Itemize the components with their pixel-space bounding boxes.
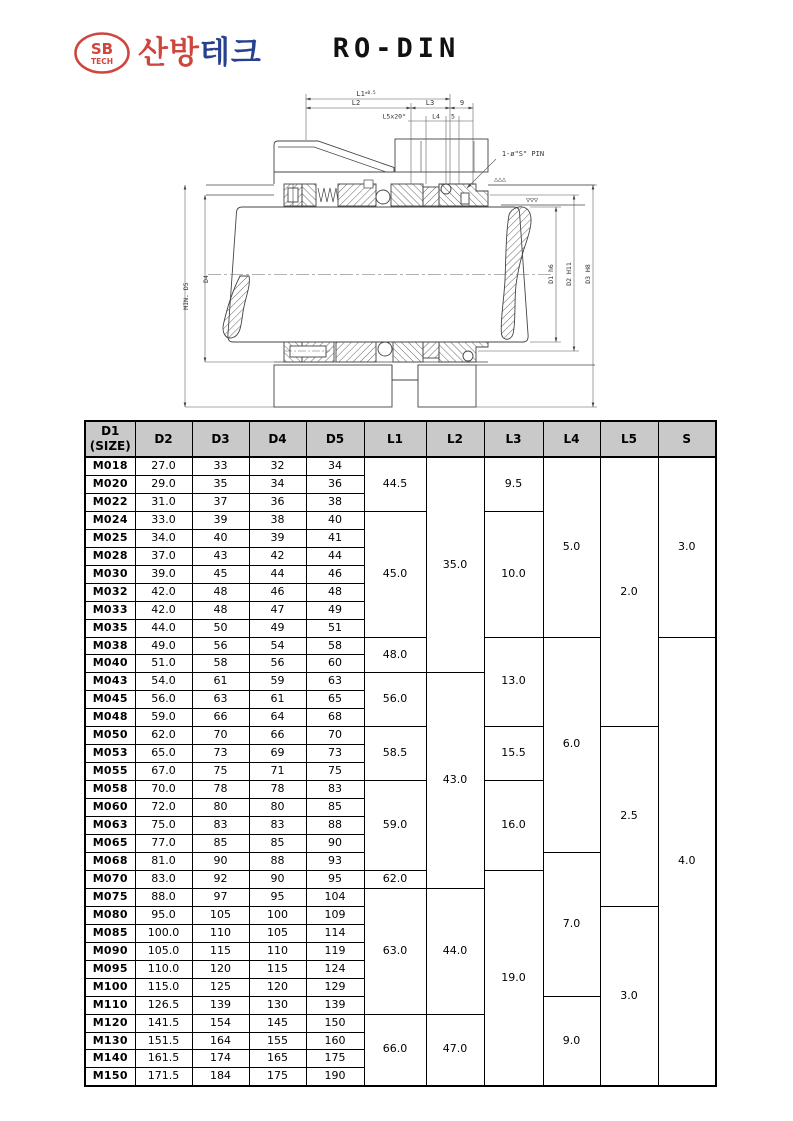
dim-cell-d4: 54 xyxy=(249,637,306,655)
header-s: S xyxy=(658,421,716,457)
dim-cell-d2: 151.5 xyxy=(135,1032,192,1050)
dim-cell-d3: 174 xyxy=(192,1050,249,1068)
dim-cell-d3: 40 xyxy=(192,529,249,547)
dim-cell-d3: 37 xyxy=(192,493,249,511)
dim-cell-d4: 47 xyxy=(249,601,306,619)
dim-cell-d2: 126.5 xyxy=(135,996,192,1014)
dim-cell-d3: 73 xyxy=(192,745,249,763)
d2-h11-label: D2 H11 xyxy=(565,262,573,286)
dim-cell-d2: 72.0 xyxy=(135,799,192,817)
dim-cell-l1: 59.0 xyxy=(364,781,426,871)
dim-9-label: 9 xyxy=(459,99,465,107)
size-cell: M150 xyxy=(85,1068,135,1086)
dim-cell-d3: 63 xyxy=(192,691,249,709)
dim-cell-d5: 58 xyxy=(306,637,364,655)
dim-cell-d5: 51 xyxy=(306,619,364,637)
size-cell: M065 xyxy=(85,835,135,853)
header-l4: L4 xyxy=(543,421,600,457)
dim-cell-d2: 67.0 xyxy=(135,763,192,781)
dim-cell-l5: 3.0 xyxy=(600,906,658,1086)
dim-cell-s: 3.0 xyxy=(658,457,716,637)
dim-cell-d5: 90 xyxy=(306,835,364,853)
dim-cell-d5: 60 xyxy=(306,655,364,673)
size-cell: M048 xyxy=(85,709,135,727)
size-cell: M032 xyxy=(85,583,135,601)
dim-cell-l1: 66.0 xyxy=(364,1014,426,1086)
dim-cell-d2: 34.0 xyxy=(135,529,192,547)
dim-cell-d3: 184 xyxy=(192,1068,249,1086)
dim-cell-d3: 35 xyxy=(192,475,249,493)
dim-cell-l3: 9.5 xyxy=(484,457,543,511)
header-d3: D3 xyxy=(192,421,249,457)
dim-cell-d5: 34 xyxy=(306,457,364,475)
dim-cell-d5: 85 xyxy=(306,799,364,817)
dim-cell-d3: 43 xyxy=(192,547,249,565)
dim-cell-d4: 155 xyxy=(249,1032,306,1050)
size-cell: M110 xyxy=(85,996,135,1014)
dim-cell-d3: 97 xyxy=(192,888,249,906)
size-cell: M060 xyxy=(85,799,135,817)
dim-l5-label: L5x20° xyxy=(382,112,406,121)
seal-drawing-svg xyxy=(178,84,612,418)
dim-cell-d4: 44 xyxy=(249,565,306,583)
dim-cell-d5: 83 xyxy=(306,781,364,799)
dim-cell-d2: 31.0 xyxy=(135,493,192,511)
dim-cell-d4: 100 xyxy=(249,906,306,924)
dim-cell-d4: 130 xyxy=(249,996,306,1014)
dim-cell-d5: 36 xyxy=(306,475,364,493)
dim-cell-d3: 83 xyxy=(192,817,249,835)
dim-cell-d2: 54.0 xyxy=(135,673,192,691)
dim-cell-d4: 110 xyxy=(249,942,306,960)
table-row xyxy=(85,727,716,745)
dim-cell-d4: 145 xyxy=(249,1014,306,1032)
dim-cell-d5: 46 xyxy=(306,565,364,583)
size-cell: M033 xyxy=(85,601,135,619)
dim-cell-l3: 13.0 xyxy=(484,637,543,727)
dim-cell-d3: 61 xyxy=(192,673,249,691)
size-cell: M020 xyxy=(85,475,135,493)
dim-cell-d2: 110.0 xyxy=(135,960,192,978)
dim-cell-d3: 48 xyxy=(192,601,249,619)
dim-cell-d4: 88 xyxy=(249,852,306,870)
size-table xyxy=(84,420,717,1087)
header-d1-line1: D1 xyxy=(101,424,120,438)
dim-cell-d3: 39 xyxy=(192,511,249,529)
dim-cell-d4: 115 xyxy=(249,960,306,978)
dim-cell-d2: 65.0 xyxy=(135,745,192,763)
dim-cell-l3: 10.0 xyxy=(484,511,543,637)
min-d5-label: MIN. D5 xyxy=(182,282,190,310)
dim-cell-d3: 154 xyxy=(192,1014,249,1032)
dim-cell-d2: 62.0 xyxy=(135,727,192,745)
company-name-blue: 테크 xyxy=(199,34,262,71)
size-cell: M100 xyxy=(85,978,135,996)
dim-l4-label: L4 xyxy=(432,112,440,121)
d1-h6-label: D1 h6 xyxy=(547,264,555,284)
size-cell: M043 xyxy=(85,673,135,691)
dim-cell-d3: 45 xyxy=(192,565,249,583)
dim-cell-d5: 139 xyxy=(306,996,364,1014)
size-cell: M035 xyxy=(85,619,135,637)
dim-cell-d2: 105.0 xyxy=(135,942,192,960)
dim-cell-l1: 44.5 xyxy=(364,457,426,511)
dim-cell-d2: 51.0 xyxy=(135,655,192,673)
dim-cell-l2: 43.0 xyxy=(426,673,484,888)
dim-cell-l5: 2.0 xyxy=(600,457,658,727)
size-cell: M018 xyxy=(85,457,135,475)
size-cell: M055 xyxy=(85,763,135,781)
dim-cell-l2: 47.0 xyxy=(426,1014,484,1086)
dim-cell-d4: 34 xyxy=(249,475,306,493)
dim-cell-d2: 171.5 xyxy=(135,1068,192,1086)
size-cell: M025 xyxy=(85,529,135,547)
dim-cell-d2: 33.0 xyxy=(135,511,192,529)
dim-cell-d2: 100.0 xyxy=(135,924,192,942)
dim-cell-d4: 83 xyxy=(249,817,306,835)
pin-label: 1-ø"S" PIN xyxy=(501,150,545,158)
dim-cell-d5: 109 xyxy=(306,906,364,924)
dim-cell-d4: 175 xyxy=(249,1068,306,1086)
dim-cell-d4: 71 xyxy=(249,763,306,781)
dim-cell-d4: 38 xyxy=(249,511,306,529)
dim-cell-d5: 93 xyxy=(306,852,364,870)
dim-cell-l1: 48.0 xyxy=(364,637,426,673)
seal-geometry xyxy=(206,139,595,407)
dim-cell-d3: 92 xyxy=(192,870,249,888)
dim-cell-d5: 119 xyxy=(306,942,364,960)
size-cell: M090 xyxy=(85,942,135,960)
dim-cell-l4: 9.0 xyxy=(543,996,600,1086)
dim-cell-d4: 80 xyxy=(249,799,306,817)
dim-cell-d3: 75 xyxy=(192,763,249,781)
size-cell: M080 xyxy=(85,906,135,924)
dim-cell-d5: 49 xyxy=(306,601,364,619)
header-l5: L5 xyxy=(600,421,658,457)
dim-cell-d4: 42 xyxy=(249,547,306,565)
dim-cell-l1: 58.5 xyxy=(364,727,426,781)
logo-tech-text: TECH xyxy=(90,57,114,66)
header-d4: D4 xyxy=(249,421,306,457)
size-cell: M070 xyxy=(85,870,135,888)
dim-cell-l1: 45.0 xyxy=(364,511,426,637)
dim-cell-d5: 150 xyxy=(306,1014,364,1032)
size-cell: M045 xyxy=(85,691,135,709)
dim-cell-d2: 59.0 xyxy=(135,709,192,727)
size-cell: M095 xyxy=(85,960,135,978)
dim-cell-d4: 105 xyxy=(249,924,306,942)
page-title: RO-DIN xyxy=(332,33,461,64)
dim-cell-d5: 124 xyxy=(306,960,364,978)
dim-cell-d5: 70 xyxy=(306,727,364,745)
size-cell: M040 xyxy=(85,655,135,673)
size-cell: M140 xyxy=(85,1050,135,1068)
dim-cell-l1: 62.0 xyxy=(364,870,426,888)
dim-cell-d3: 90 xyxy=(192,852,249,870)
header-d5: D5 xyxy=(306,421,364,457)
dim-cell-d5: 175 xyxy=(306,1050,364,1068)
dim-cell-d4: 90 xyxy=(249,870,306,888)
dim-cell-d4: 49 xyxy=(249,619,306,637)
size-cell: M024 xyxy=(85,511,135,529)
d4-label: D4 xyxy=(202,275,210,283)
dim-cell-l2: 35.0 xyxy=(426,457,484,673)
dim-cell-d5: 41 xyxy=(306,529,364,547)
d3-h8-label: D3 H8 xyxy=(584,264,592,284)
dim-cell-d5: 38 xyxy=(306,493,364,511)
size-table-body xyxy=(85,457,716,1086)
size-cell: M053 xyxy=(85,745,135,763)
dim-cell-d2: 29.0 xyxy=(135,475,192,493)
dim-cell-d3: 48 xyxy=(192,583,249,601)
dim-cell-d2: 83.0 xyxy=(135,870,192,888)
size-cell: M050 xyxy=(85,727,135,745)
dim-cell-d5: 88 xyxy=(306,817,364,835)
dim-cell-d5: 48 xyxy=(306,583,364,601)
dim-cell-d4: 61 xyxy=(249,691,306,709)
dim-cell-l3: 19.0 xyxy=(484,870,543,1086)
dim-cell-l4: 6.0 xyxy=(543,637,600,852)
header-l1: L1 xyxy=(364,421,426,457)
dim-l2-label: L2 xyxy=(351,99,361,107)
dim-cell-d2: 37.0 xyxy=(135,547,192,565)
dim-cell-d5: 73 xyxy=(306,745,364,763)
dim-cell-d2: 44.0 xyxy=(135,619,192,637)
dim-cell-d2: 42.0 xyxy=(135,601,192,619)
size-cell: M068 xyxy=(85,852,135,870)
dim-cell-d4: 32 xyxy=(249,457,306,475)
header-d1-line2: (SIZE) xyxy=(89,439,131,453)
dim-cell-d5: 129 xyxy=(306,978,364,996)
dim-cell-d4: 39 xyxy=(249,529,306,547)
dim-cell-d3: 85 xyxy=(192,835,249,853)
size-cell: M028 xyxy=(85,547,135,565)
dim-cell-l3: 15.5 xyxy=(484,727,543,781)
size-cell: M130 xyxy=(85,1032,135,1050)
dim-cell-l4: 5.0 xyxy=(543,457,600,637)
dim-cell-d5: 114 xyxy=(306,924,364,942)
dim-cell-d2: 42.0 xyxy=(135,583,192,601)
dim-cell-d4: 120 xyxy=(249,978,306,996)
dim-cell-d3: 70 xyxy=(192,727,249,745)
dim-5-label: 5 xyxy=(451,112,455,121)
header-d1-size xyxy=(85,421,135,457)
dim-cell-l1: 63.0 xyxy=(364,888,426,1014)
size-cell: M030 xyxy=(85,565,135,583)
size-cell: M022 xyxy=(85,493,135,511)
finish-mark-bottom: ▽▽▽ xyxy=(526,196,538,204)
technical-drawing xyxy=(178,84,612,418)
dim-cell-d2: 56.0 xyxy=(135,691,192,709)
size-cell: M120 xyxy=(85,1014,135,1032)
dim-cell-d2: 70.0 xyxy=(135,781,192,799)
dim-cell-d4: 59 xyxy=(249,673,306,691)
dim-cell-l5: 2.5 xyxy=(600,727,658,907)
dim-cell-s: 4.0 xyxy=(658,637,716,1086)
size-cell: M063 xyxy=(85,817,135,835)
dim-cell-d2: 141.5 xyxy=(135,1014,192,1032)
dim-cell-d3: 66 xyxy=(192,709,249,727)
dim-cell-d4: 85 xyxy=(249,835,306,853)
dim-cell-d4: 78 xyxy=(249,781,306,799)
dim-cell-d3: 80 xyxy=(192,799,249,817)
dim-cell-d3: 78 xyxy=(192,781,249,799)
dim-cell-d5: 44 xyxy=(306,547,364,565)
dim-cell-d2: 39.0 xyxy=(135,565,192,583)
header-l3: L3 xyxy=(484,421,543,457)
dim-cell-l1: 56.0 xyxy=(364,673,426,727)
dim-cell-d3: 110 xyxy=(192,924,249,942)
dim-cell-d3: 164 xyxy=(192,1032,249,1050)
dim-cell-d5: 65 xyxy=(306,691,364,709)
dim-cell-l3: 16.0 xyxy=(484,781,543,871)
dim-cell-d3: 33 xyxy=(192,457,249,475)
dim-cell-d5: 104 xyxy=(306,888,364,906)
dim-cell-d4: 165 xyxy=(249,1050,306,1068)
dim-cell-d4: 95 xyxy=(249,888,306,906)
dim-cell-d4: 66 xyxy=(249,727,306,745)
dim-cell-d2: 75.0 xyxy=(135,817,192,835)
size-cell: M058 xyxy=(85,781,135,799)
company-name-red: 산방 xyxy=(138,34,200,71)
dim-cell-d3: 50 xyxy=(192,619,249,637)
dim-cell-d3: 115 xyxy=(192,942,249,960)
dim-cell-d5: 160 xyxy=(306,1032,364,1050)
dim-cell-d2: 27.0 xyxy=(135,457,192,475)
dim-cell-d4: 36 xyxy=(249,493,306,511)
dim-cell-d2: 115.0 xyxy=(135,978,192,996)
dim-cell-d4: 46 xyxy=(249,583,306,601)
dim-cell-d4: 64 xyxy=(249,709,306,727)
finish-mark-top: △△△ xyxy=(494,175,506,183)
dim-cell-d3: 105 xyxy=(192,906,249,924)
dim-cell-l4: 7.0 xyxy=(543,852,600,996)
dim-cell-d2: 77.0 xyxy=(135,835,192,853)
logo-sb-text: SB xyxy=(90,40,114,58)
header-l2: L2 xyxy=(426,421,484,457)
dim-cell-d3: 56 xyxy=(192,637,249,655)
dim-cell-d2: 161.5 xyxy=(135,1050,192,1068)
dim-cell-d5: 40 xyxy=(306,511,364,529)
dim-cell-d5: 75 xyxy=(306,763,364,781)
size-cell: M085 xyxy=(85,924,135,942)
dim-cell-d2: 49.0 xyxy=(135,637,192,655)
dim-cell-d5: 68 xyxy=(306,709,364,727)
table-row xyxy=(85,457,716,475)
dim-cell-d3: 120 xyxy=(192,960,249,978)
size-cell: M075 xyxy=(85,888,135,906)
header-d2: D2 xyxy=(135,421,192,457)
dim-cell-d2: 88.0 xyxy=(135,888,192,906)
dim-l1-label: $L1^{\pm 0.5}$ xyxy=(356,90,376,98)
table-header-row xyxy=(85,421,716,457)
dim-cell-d3: 125 xyxy=(192,978,249,996)
dim-cell-d5: 63 xyxy=(306,673,364,691)
dim-cell-d3: 139 xyxy=(192,996,249,1014)
dim-cell-d3: 58 xyxy=(192,655,249,673)
dim-cell-d2: 95.0 xyxy=(135,906,192,924)
dim-l3-label: L3 xyxy=(425,99,435,107)
size-cell: M038 xyxy=(85,637,135,655)
dim-cell-d5: 190 xyxy=(306,1068,364,1086)
dim-cell-d2: 81.0 xyxy=(135,852,192,870)
dim-cell-d4: 56 xyxy=(249,655,306,673)
dim-cell-d5: 95 xyxy=(306,870,364,888)
dim-cell-l2: 44.0 xyxy=(426,888,484,1014)
dim-cell-d4: 69 xyxy=(249,745,306,763)
